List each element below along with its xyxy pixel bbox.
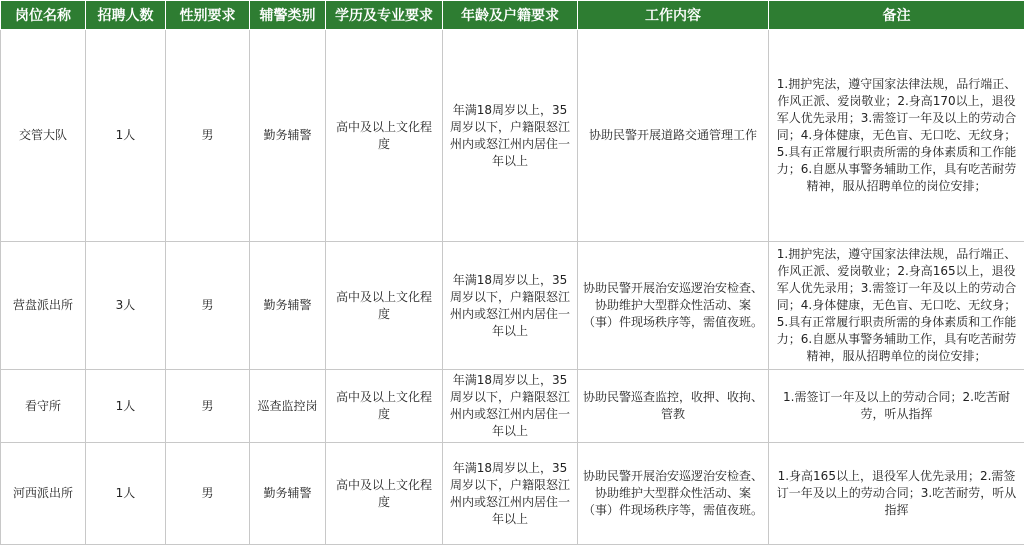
table-row bbox=[1, 370, 1024, 443]
header-position[interactable]: 岗位名称 bbox=[1, 1, 86, 30]
cell-count[interactable]: 1人 bbox=[86, 443, 166, 545]
cell-duties[interactable]: 协助民警开展治安巡逻治安检查、协助维护大型群众性活动、案（事）件现场秩序等，需值夜班。 bbox=[578, 443, 769, 545]
cell-notes[interactable]: 1.拥护宪法，遵守国家法律法规，品行端正、作风正派、爱岗敬业；2.身高165以上，退役军人优先录用；3.需签订一年及以上的劳动合同；4.身体健康，无色盲、无口吃、无纹身；5.具有正常履行职责所需的身体素质和工作能力；6.自愿从事警务辅助工作，具有吃苦耐劳精神，服从招聘单位的岗位安排； bbox=[769, 242, 1024, 370]
table-row bbox=[1, 443, 1024, 545]
cell-notes[interactable]: 1.身高165以上，退役军人优先录用；2.需签订一年及以上的劳动合同；3.吃苦耐劳，听从指挥 bbox=[769, 443, 1024, 545]
table-row bbox=[1, 242, 1024, 370]
cell-duties[interactable]: 协助民警开展道路交通管理工作 bbox=[578, 30, 769, 242]
cell-age-residence[interactable]: 年满18周岁以上，35周岁以下，户籍限怒江州内或怒江州内居住一年以上 bbox=[443, 370, 578, 443]
cell-notes[interactable]: 1.拥护宪法，遵守国家法律法规，品行端正、作风正派、爱岗敬业；2.身高170以上，退役军人优先录用；3.需签订一年及以上的劳动合同；4.身体健康，无色盲、无口吃、无纹身；5.具有正常履行职责所需的身体素质和工作能力；6.自愿从事警务辅助工作，具有吃苦耐劳精神，服从招聘单位的岗位安排； bbox=[769, 30, 1024, 242]
header-duties[interactable]: 工作内容 bbox=[578, 1, 769, 30]
cell-notes[interactable]: 1.需签订一年及以上的劳动合同；2.吃苦耐劳，听从指挥 bbox=[769, 370, 1024, 443]
table-row bbox=[1, 30, 1024, 242]
cell-category[interactable]: 勤务辅警 bbox=[250, 443, 326, 545]
header-notes[interactable]: 备注 bbox=[769, 1, 1024, 30]
cell-gender[interactable]: 男 bbox=[166, 370, 250, 443]
header-count[interactable]: 招聘人数 bbox=[86, 1, 166, 30]
cell-count[interactable]: 1人 bbox=[86, 30, 166, 242]
cell-position[interactable]: 河西派出所 bbox=[1, 443, 86, 545]
cell-category[interactable]: 巡查监控岗 bbox=[250, 370, 326, 443]
cell-position[interactable]: 营盘派出所 bbox=[1, 242, 86, 370]
cell-gender[interactable]: 男 bbox=[166, 30, 250, 242]
header-education[interactable]: 学历及专业要求 bbox=[326, 1, 443, 30]
cell-age-residence[interactable]: 年满18周岁以上，35周岁以下，户籍限怒江州内或怒江州内居住一年以上 bbox=[443, 443, 578, 545]
cell-count[interactable]: 3人 bbox=[86, 242, 166, 370]
header-row bbox=[1, 1, 1024, 30]
cell-gender[interactable]: 男 bbox=[166, 443, 250, 545]
cell-gender[interactable]: 男 bbox=[166, 242, 250, 370]
cell-education[interactable]: 高中及以上文化程度 bbox=[326, 30, 443, 242]
cell-position[interactable]: 看守所 bbox=[1, 370, 86, 443]
cell-education[interactable]: 高中及以上文化程度 bbox=[326, 242, 443, 370]
cell-category[interactable]: 勤务辅警 bbox=[250, 30, 326, 242]
cell-age-residence[interactable]: 年满18周岁以上，35周岁以下，户籍限怒江州内或怒江州内居住一年以上 bbox=[443, 242, 578, 370]
cell-education[interactable]: 高中及以上文化程度 bbox=[326, 370, 443, 443]
header-age-residence[interactable]: 年龄及户籍要求 bbox=[443, 1, 578, 30]
cell-position[interactable]: 交管大队 bbox=[1, 30, 86, 242]
cell-category[interactable]: 勤务辅警 bbox=[250, 242, 326, 370]
cell-education[interactable]: 高中及以上文化程度 bbox=[326, 443, 443, 545]
cell-duties[interactable]: 协助民警开展治安巡逻治安检查、协助维护大型群众性活动、案（事）件现场秩序等，需值夜班。 bbox=[578, 242, 769, 370]
header-category[interactable]: 辅警类别 bbox=[250, 1, 326, 30]
cell-duties[interactable]: 协助民警巡查监控，收押、收拘、管教 bbox=[578, 370, 769, 443]
cell-age-residence[interactable]: 年满18周岁以上，35周岁以下，户籍限怒江州内或怒江州内居住一年以上 bbox=[443, 30, 578, 242]
cell-count[interactable]: 1人 bbox=[86, 370, 166, 443]
header-gender[interactable]: 性别要求 bbox=[166, 1, 250, 30]
